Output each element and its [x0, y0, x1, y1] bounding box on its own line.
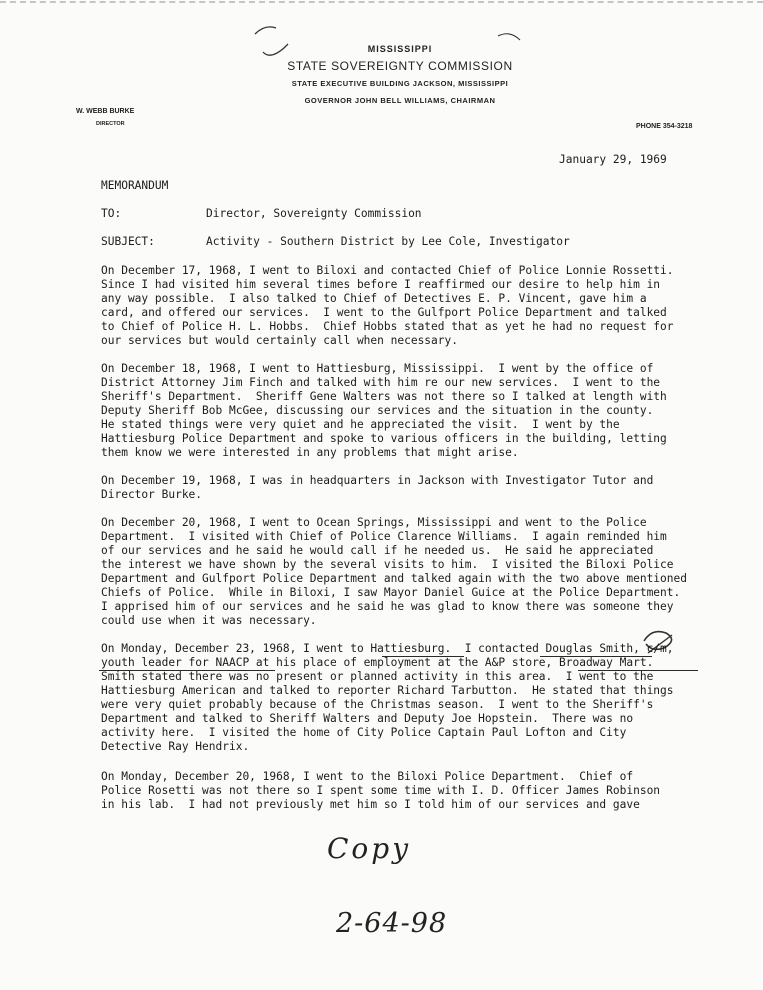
paragraph-dec-23: On Monday, December 23, 1968, I went to Hattiesburg. I contacted Douglas Smith, c/m, youth leader for NAACP at his place of employment at the A&P store, Broadway Mart. Smith stated there was no present or planned activity in this area. I went to the Hattiesburg American and talked to reporter Richard Tarbutton. He stated that things were very quiet probably because of the Christmas season. I went to the Sheriff's Department and talked to Sheriff Walters and Deputy Joe Hopstein. There was no activity here. I visited the home of City Police Captain Paul Lofton and City Detective Ray Hendrix. — [101, 642, 674, 753]
underline-youth-leader — [99, 670, 275, 671]
letterhead-state: MISSISSIPPI — [367, 44, 433, 54]
letterhead-director-name: W. WEBB BURKE — [76, 108, 135, 115]
letterhead-address: STATE EXECUTIVE BUILDING JACKSON, MISSISSIPPI — [291, 79, 509, 88]
paragraph-dec-18: On December 18, 1968, I went to Hattiesburg, Mississippi. I went by the office of District Attorney Jim Finch and talked with him re our new services. I went to the Sheriff's Department. Sheriff Gene Walters was not there so I talked at length with Deputy Sheriff Bob McGee, discussing our services and the situation in the county. He stated things were very quiet and he appreciated the visit. I went by the Hattiesburg Police Department and spoke to various officers in the building, letting them know we were interested in any problems that might arise. — [101, 362, 667, 459]
handwritten-copy-note: Copy — [327, 832, 412, 865]
letterhead-director-title: DIRECTOR — [96, 121, 125, 127]
paragraph-dec-19: On December 19, 1968, I was in headquarters in Jackson with Investigator Tutor and Director Burke. — [101, 474, 654, 501]
scan-edge-line — [0, 1, 763, 9]
to-value: Director, Sovereignty Commission — [206, 207, 422, 220]
paragraph-dec-17: On December 17, 1968, I went to Biloxi and contacted Chief of Police Lonnie Rossetti. Since I had visited him several times before I reaffirmed our desire to help him in any way possible. I also talked to Chief of Detectives E. P. Vincent, gave him a card, and offered our services. I went to the Gulfport Police Department and talked to Chief of Police H. L. Hobbs. Chief Hobbs stated that as yet he had no request for our services but would certainly call when necessary. — [101, 264, 674, 347]
letterhead-governor: GOVERNOR JOHN BELL WILLIAMS, CHAIRMAN — [304, 96, 496, 105]
paragraph-dec-20-biloxi: On Monday, December 20, 1968, I went to the Biloxi Police Department. Chief of Police Rosetti was not there so I spent some time with I. D. Officer James Robinson in his lab. I had not previously met him so I told him of our services and gave — [101, 770, 661, 811]
memo-date: January 29, 1969 — [559, 153, 667, 166]
handwritten-file-number: 2-64-98 — [336, 908, 448, 939]
underline-hattiesburg — [382, 656, 464, 657]
subject-value: Activity - Southern District by Lee Cole, Investigator — [206, 235, 570, 248]
underline-douglas-smith — [540, 656, 652, 657]
letterhead-commission: STATE SOVEREIGNTY COMMISSION — [287, 59, 513, 73]
memo-heading: MEMORANDUM — [101, 179, 169, 192]
to-label: TO: — [101, 207, 122, 220]
subject-label: SUBJECT: — [101, 235, 155, 248]
paragraph-dec-20: On December 20, 1968, I went to Ocean Springs, Mississippi and went to the Police Department. I visited with Chief of Police Clarence Williams. I again reminded him of our services and he said he would call if he needed us. He said he appreciated the interest we have shown by the several visits to him. I visited the Biloxi Police Department and Gulfport Police Department and talked again with the two above mentioned Chiefs of Police. While in Biloxi, I saw Mayor Daniel Guice at the Police Department. I apprised him of our services and he said he was glad to know there was someone they could use when it was necessary. — [101, 516, 687, 627]
letterhead-phone: PHONE 354-3218 — [636, 123, 693, 130]
underline-broadway-mart — [578, 670, 698, 671]
